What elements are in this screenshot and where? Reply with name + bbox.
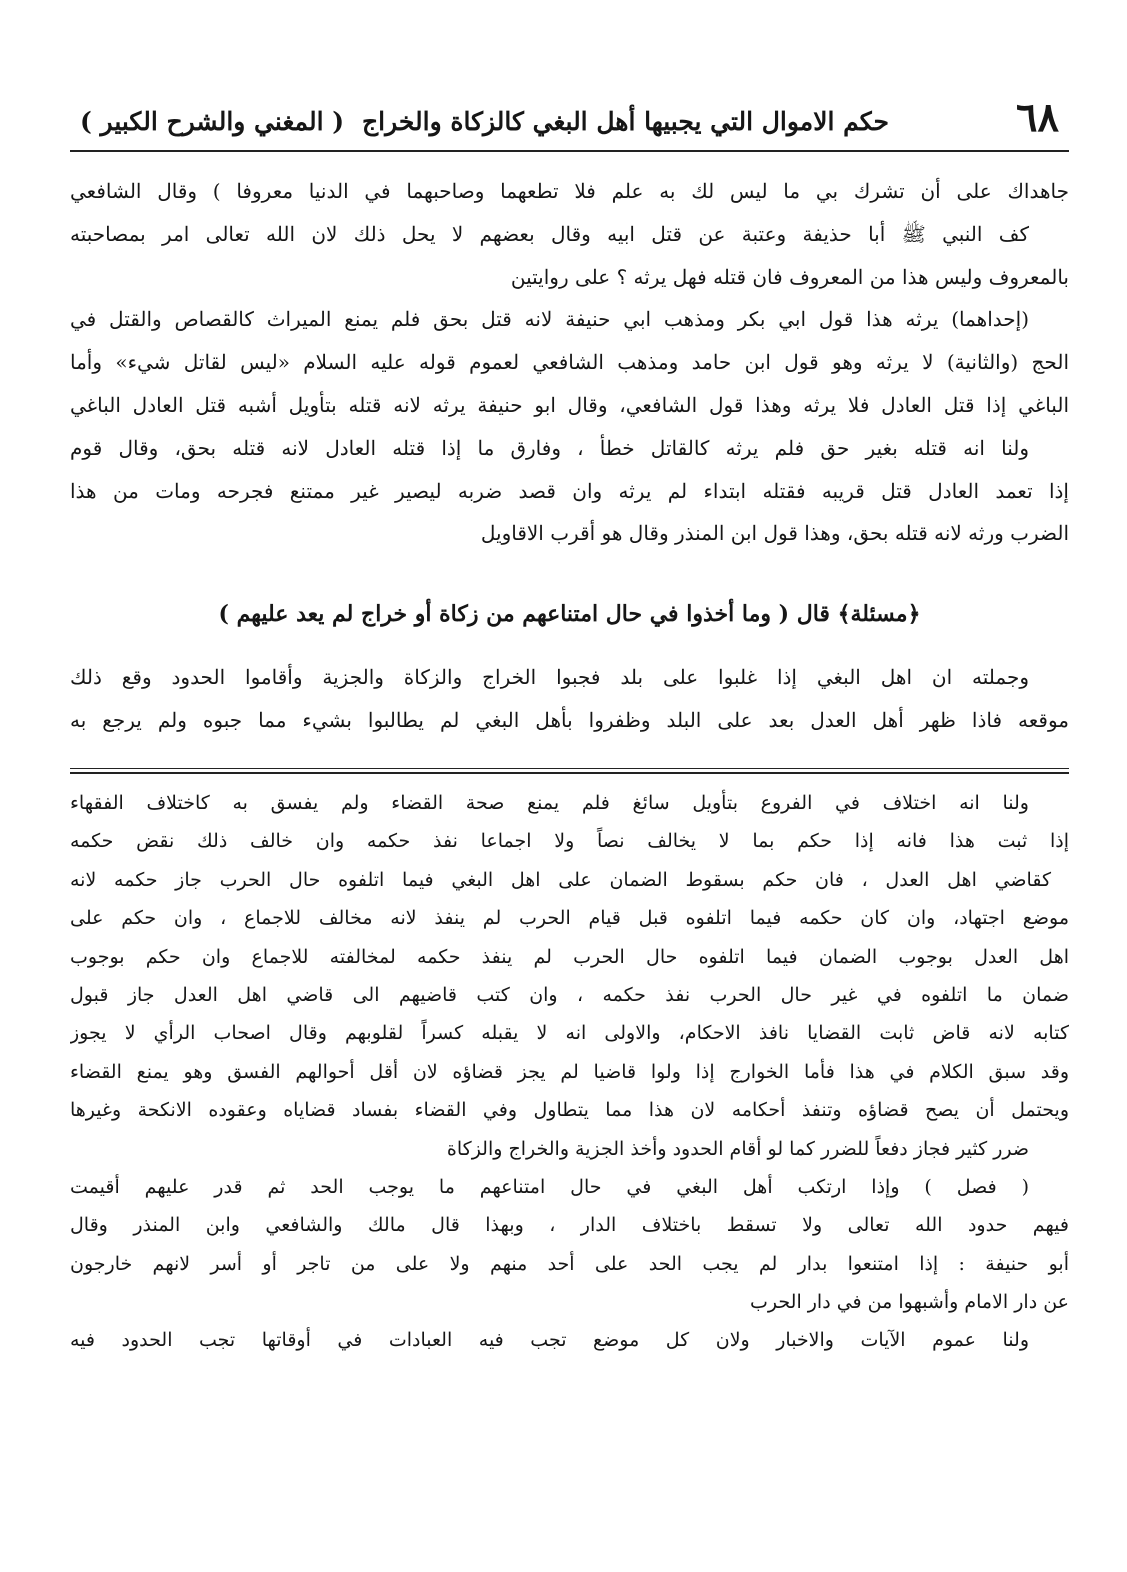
text-line: كقاضي اهل العدل ، فان حكم بسقوط الضمان على اهل البغي فيما اتلفوه حال الحرب جاز حكمه لانه — [70, 868, 1051, 891]
text-line: الضرب ورثه لانه قتله بحق، وهذا قول ابن المنذر وقال هو أقرب الاقاويل — [480, 521, 1069, 546]
text-line: أبو حنيفة : إذا امتنعوا بدار لم يجب الحد على أحد منهم ولا على من تاجر أو أسر لانهم خارجون — [70, 1252, 1069, 1275]
text-line: موقعه فاذا ظهر أهل العدل بعد على البلد وظفروا بأهل البغي لم يطالبوا بشيء مما جبوه ولم يرجع به — [70, 707, 1069, 732]
mughni-text-bottom — [70, 656, 1069, 742]
double-divider — [70, 768, 1069, 774]
page-number: ٦٨ — [1016, 94, 1059, 141]
text-line: كتابه لانه قاض ثابت القضايا نافذ الاحكام، والاولى انه لا يقبله كسراً لقلوبهم وقال اصحاب الرأي لا يجوز — [70, 1022, 1069, 1045]
text-line: جاهداك على أن تشرك بي ما ليس لك به علم فلا تطعهما وصاحبهما في الدنيا معروفا ) وقال الشافعي — [70, 179, 1069, 203]
text-line: بالمعروف وليس هذا من المعروف فان قتله فهل يرثه ؟ على روايتين — [510, 264, 1069, 289]
text-line: إذا تعمد العادل قتل قريبه فقتله ابتداء لم يرثه وان قصد ضربه ليصير غير ممتنع فجرحه ومات من هذا — [70, 478, 1069, 503]
header-rule — [70, 150, 1069, 152]
section-heading: ﴿مسئلة﴾ قال ( وما أخذوا في حال امتناعهم من زكاة أو خراج لم يعد عليهم ) — [218, 601, 921, 627]
text-line: فيهم حدود الله تعالى ولا تسقط باختلاف الدار ، وبهذا قال مالك والشافعي وابن المنذر وقال — [70, 1214, 1069, 1237]
text-line: عن دار الامام وأشبهوا من في دار الحرب — [750, 1291, 1069, 1314]
text-line: ولنا عموم الآيات والاخبار ولان كل موضع تجب فيه العبادات في أوقاتها تجب الحدود فيه — [70, 1329, 1029, 1352]
text-line: ولنا انه اختلاف في الفروع بتأويل سائغ فلم يمنع صحة القضاء ولم يفسق به كاختلاف الفقهاء — [70, 792, 1029, 814]
text-line: وقد سبق الكلام في هذا فأما الخوارج إذا ولوا قاضيا لم يجز قضاؤه لان أقل أحوالهم الفسق وهو يمنع القضاء — [70, 1060, 1069, 1083]
text-line: ويحتمل أن يصح قضاؤه وتنفذ أحكامه لان هذا مما يتطاول وفي القضاء بفساد قضاياه وعقوده الانكحة وغيرها — [70, 1099, 1069, 1122]
text-line: الحج (والثانية) لا يرثه وهو قول ابن حامد ومذهب الشافعي لعموم قوله عليه السلام «ليس لقاتل شيء» وأما — [70, 350, 1069, 375]
text-line: إذا ثبت هذا فانه إذا حكم بما لا يخالف نصاً ولا اجماعا نفذ حكمه وان خالف ذلك نقض حكمه — [70, 830, 1069, 853]
mughni-text-top — [70, 170, 1069, 555]
sharh-text — [70, 784, 1069, 1360]
running-title: حكم الاموال التي يجبيها أهل البغي كالزكاة والخراج — [362, 107, 889, 136]
page-header — [70, 92, 1069, 150]
text-line: موضع اجتهاد، وان كان حكمه فيما اتلفوه قبل قيام الحرب لم ينفذ لانه مخالف للاجماع ، وان حكم على — [70, 907, 1069, 930]
text-line: اهل العدل بوجوب الضمان فيما اتلفوه حال الحرب لم ينفذ حكمه لمخالفته للاجماع وان حكم بوجوب — [70, 945, 1069, 968]
text-line: ( فصل ) وإذا ارتكب أهل البغي في حال امتناعهم ما يوجب الحد ثم قدر عليهم أقيمت — [70, 1175, 1029, 1198]
text-line: كف النبي ﷺ أبا حذيفة وعتبة عن قتل ابيه وقال بعضهم لا يحل ذلك لان الله تعالى امر بمصاحبته — [70, 221, 1029, 246]
text-line: ضرر كثير فجاز دفعاً للضرر كما لو أقام الحدود وأخذ الجزية والخراج والزكاة — [446, 1137, 1029, 1160]
text-line: الباغي إذا قتل العادل فلا يرثه وهذا قول الشافعي، وقال ابو حنيفة يرثه لانه قتله بتأويل أشبه قتل العادل الباغي — [70, 392, 1069, 417]
book-title: ( المغني والشرح الكبير ) — [80, 107, 345, 136]
text-line: وجملته ان اهل البغي إذا غلبوا على بلد فجبوا الخراج والزكاة والجزية وأقاموا الحدود وقع ذلك — [70, 665, 1029, 689]
text-line: ولنا انه قتله بغير حق فلم يرثه كالقاتل خطأ ، وفارق ما إذا قتله العادل لانه قتله بحق، وقال قوم — [70, 435, 1029, 460]
text-line: (إحداهما) يرثه هذا قول ابي بكر ومذهب ابي حنيفة لانه قتل بحق فلم يمنع الميراث كالقصاص والقتل في — [70, 307, 1029, 332]
text-line: ضمان ما اتلفوه في غير حال الحرب نفذ حكمه ، وان كتب قاضيهم الى قاضي اهل العدل جاز قبول — [70, 983, 1069, 1006]
